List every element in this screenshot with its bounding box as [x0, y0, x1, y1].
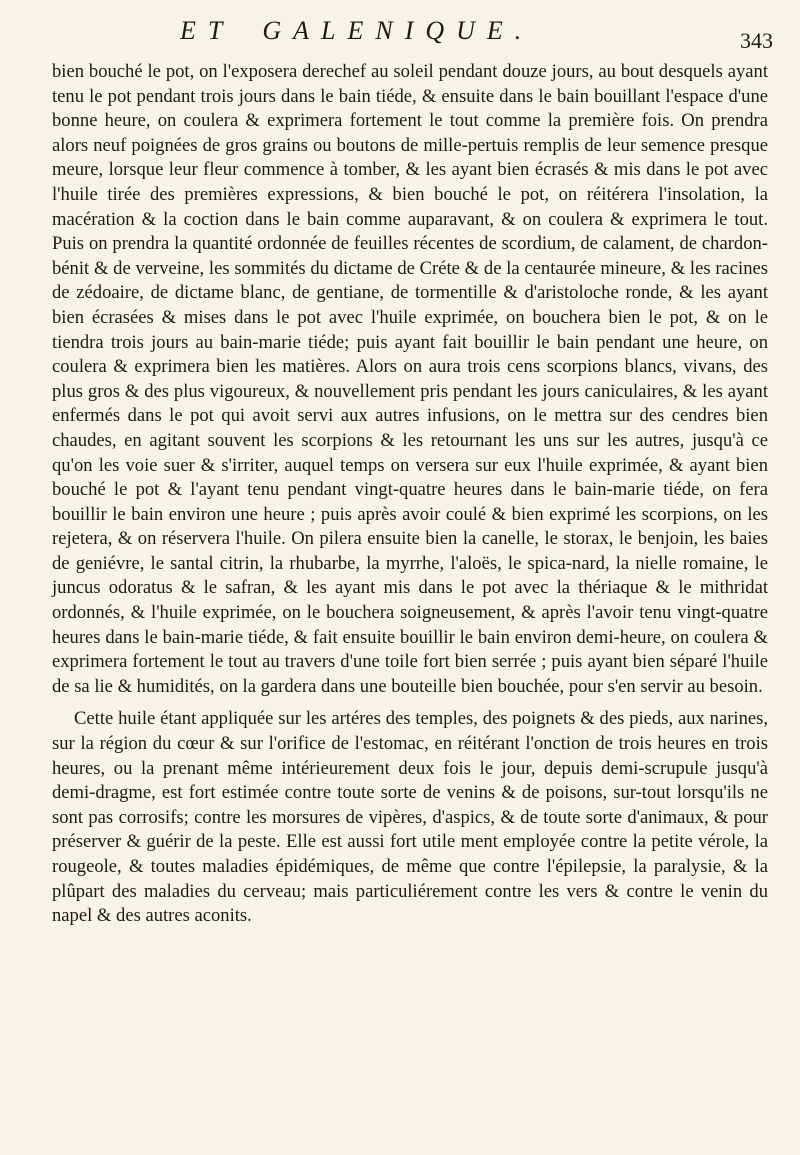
paragraph-uses: Cette huile étant appliquée sur les artéres des temples, des poignets & des pieds, aux narines, sur la région du cœur & sur l'orifice de l'estomac, en réitérant l'onction de trois heures en trois heures, ou la prenant même intérieurement deux fois le jour, depuis demi-scrupule jusqu'à demi-dragme, est fort estimée contre toute sorte de venins & de poisons, sur-tout lorsqu'ils ne sont pas corrosifs; contre les morsures de vipères, d'aspics, & de toute sorte d'animaux, & pour préserver & guérir de la peste. Elle est aussi fort utile ment employée contre la petite vérole, la rougeole, & toutes maladies épidémiques, de même que contre l'épilepsie, la paralysie, & la plûpart des maladies du cerveau; mais particuliérement contre les vers & contre le venin du napel & des autres aconits. — [52, 708, 768, 927]
body-text — [52, 60, 768, 929]
running-head: ET GALENIQUE. — [180, 16, 534, 45]
page-header — [0, 12, 800, 52]
page-number: 343 — [740, 28, 773, 53]
paragraph-preparation: bien bouché le pot, on l'exposera derechef au soleil pendant douze jours, au bout desquels ayant tenu le pot pendant trois jours dans le bain tiéde, & ensuite dans le bain bouillant l'espace d'une bonne heure, on coulera & exprimera fortement le tout comme la première fois. On prendra alors neuf poignées de gros grains ou boutons de mille-pertuis remplis de leur semence presque meure, lorsque leur fleur commence à tomber, & les ayant bien écrasés & mis dans le pot avec l'huile tirée des premières expressions, & bien bouché le pot, on réitérera l'insolation, la macération & la coction dans le bain comme auparavant, & on coulera & exprimera le tout. Puis on prendra la quantité ordonnée de feuilles récentes de scordium, de calament, de chardon-bénit & de verveine, les sommités du dictame de Créte & de la centaurée mineure, & les racines de zédoaire, de dictame blanc, de gentiane, de tormentille & d'aristoloche ronde, & les ayant bien écrasées & mises dans le pot avec l'huile exprimée, on bouchera bien le pot, & on le tiendra trois jours au bain-marie tiéde; puis ayant fait bouillir le bain pendant une heure, on coulera & exprimera bien les matières. Alors on aura trois cens scorpions blancs, vivans, des plus gros & des plus vigoureux, & nouvellement pris pendant les jours caniculaires, & les ayant enfermés dans le pot qui avoit servi aux autres infusions, on le mettra sur des cendres bien chaudes, en agitant souvent les scorpions & les retournant les uns sur les autres, jusqu'à ce qu'on les voie suer & s'irriter, auquel temps on versera sur eux l'huile exprimée, & ayant bien bouché le pot & l'ayant tenu pendant vingt-quatre heures dans le bain-marie tiéde, on fera bouillir le bain environ une heure ; puis après avoir coulé & bien exprimé les scorpions, on les rejetera, & on réservera l'huile. On pilera ensuite bien la canelle, le storax, le benjoin, les baies de geniévre, le santal citrin, la rhubarbe, la myrrhe, l'aloës, le spica-nard, la nielle romaine, le juncus odoratus & le safran, & les ayant mis dans le pot avec la thériaque & le mithridat ordonnés, & l'huile exprimée, on le bouchera soigneusement, & après l'avoir tenu vingt-quatre heures dans le bain-marie tiéde, & fait ensuite bouillir le bain environ demi-heure, on coulera & exprimera fortement le tout au travers d'une toile fort bien serrée ; puis ayant bien séparé l'huile de sa lie & humidités, on la gardera dans une bouteille bien bouchée, pour s'en servir au besoin. — [52, 61, 768, 697]
